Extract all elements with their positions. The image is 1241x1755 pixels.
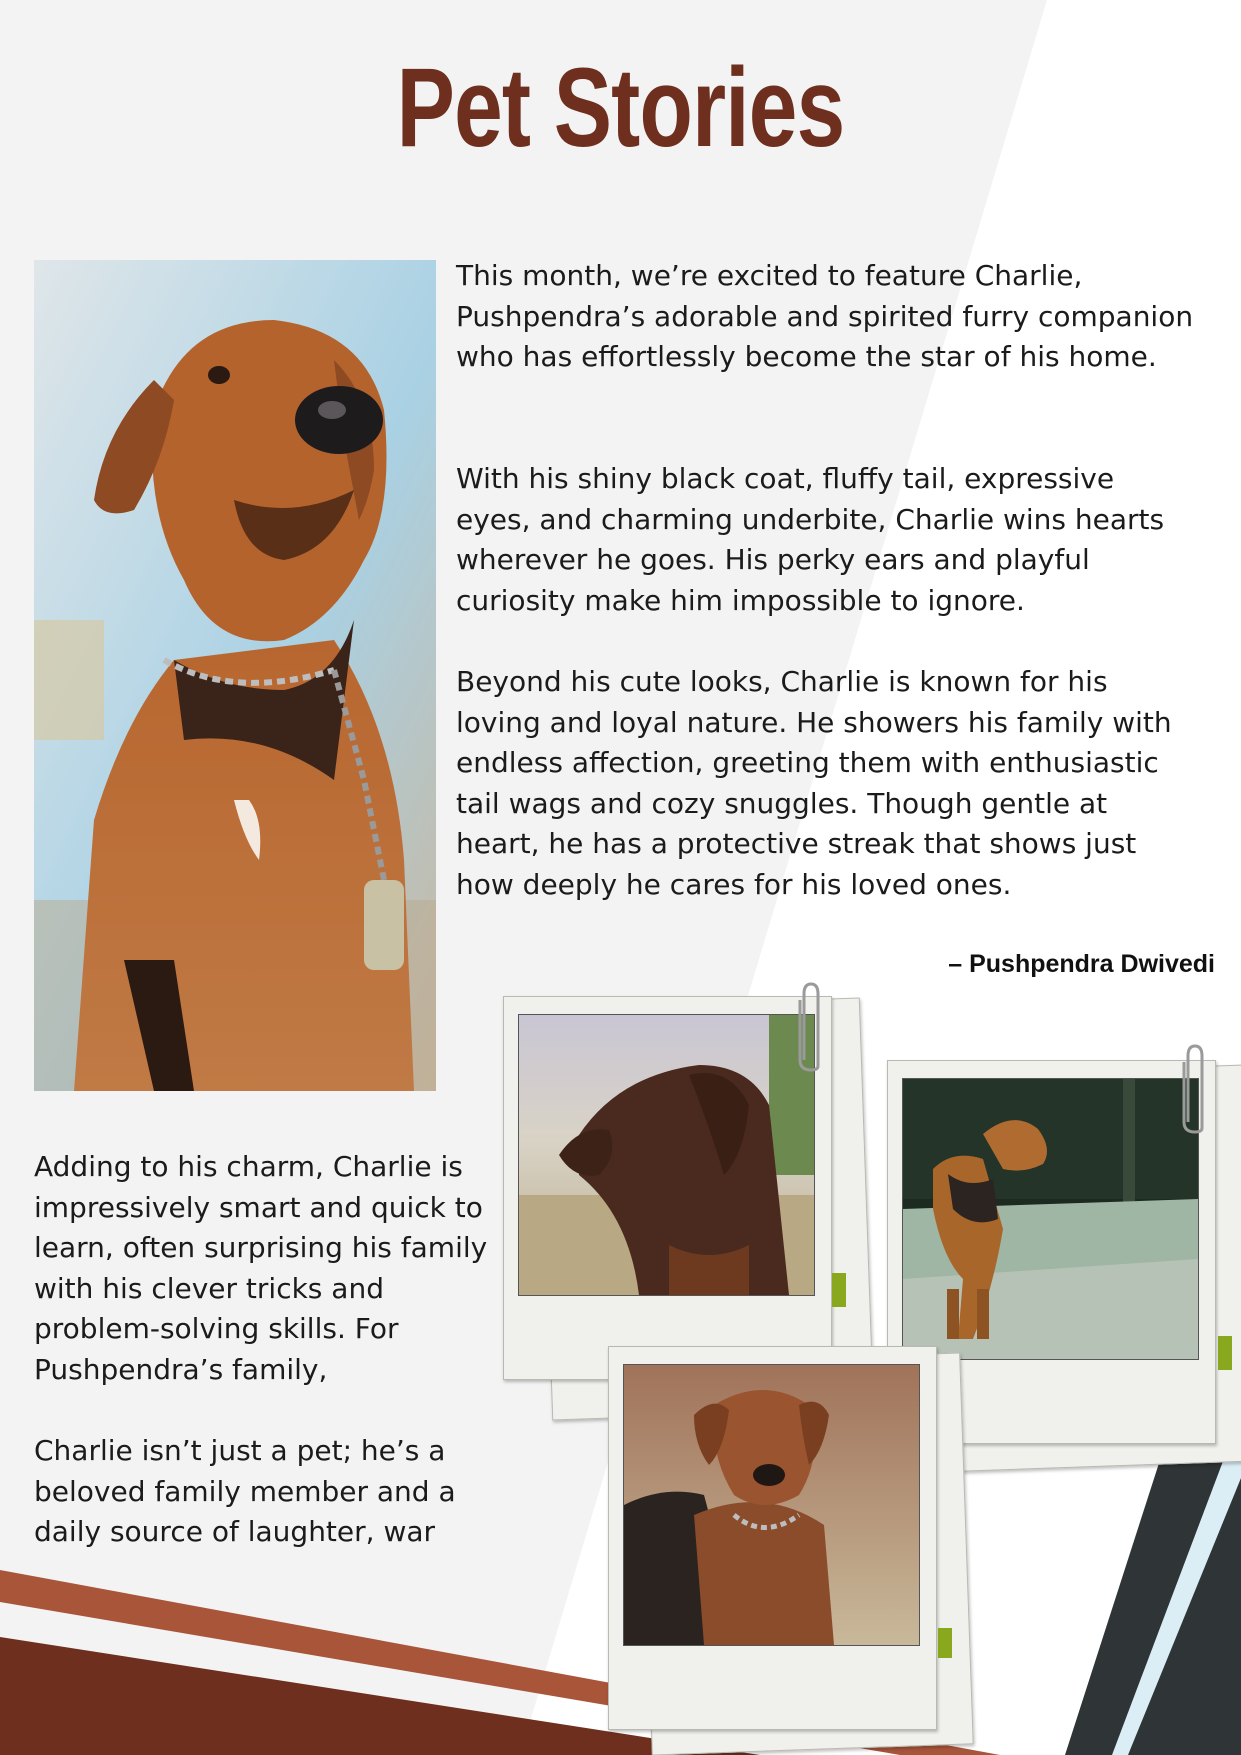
dog-standing-illustration: [903, 1079, 1198, 1359]
paragraph-intro: This month, we’re excited to feature Charlie, Pushpendra’s adorable and spirited furry companion who has effortlessly become the star of his home.: [456, 259, 1194, 373]
page-title: Pet Stories: [396, 45, 845, 170]
paragraph-family: Charlie isn’t just a pet; he’s a beloved family member and a daily source of laughter, war: [34, 1434, 456, 1548]
dog-closeup-photo: [623, 1364, 920, 1646]
paperclip-icon: [1180, 1042, 1210, 1134]
dog-profile-photo: [518, 1014, 815, 1296]
dog-profile-illustration: [519, 1015, 814, 1295]
paragraph-intelligence: Adding to his charm, Charlie is impressively smart and quick to learn, often surprising his family with his clever tricks and problem-solving skills. For Pushpendra’s family,: [34, 1150, 488, 1386]
green-tab-2: [1218, 1336, 1236, 1370]
author-signature: – Pushpendra Dwivedi: [948, 950, 1215, 978]
paperclip-icon: [796, 980, 826, 1072]
green-tab-3: [938, 1628, 956, 1658]
paragraph-appearance: With his shiny black coat, fluffy tail, expressive eyes, and charming underbite, Charlie wins hearts wherever he goes. His perky ears and playful curiosity make him impossible to ignore.: [456, 462, 1165, 617]
dog-closeup-illustration: [624, 1365, 919, 1645]
dog-portrait-illustration: [34, 260, 436, 1091]
paragraph-personality: Beyond his cute looks, Charlie is known for his loving and loyal nature. He showers his family with endless affection, greeting them with enthusiastic tail wags and cozy snuggles. Though gentle at heart, he has a protective streak that shows just how deeply he cares for his loved ones.: [456, 665, 1172, 901]
polaroid-3: [608, 1346, 937, 1730]
dog-standing-photo: [902, 1078, 1199, 1360]
polaroid-1: [503, 996, 832, 1380]
green-tab-1: [832, 1273, 850, 1307]
dog-portrait-photo: [34, 260, 436, 1091]
